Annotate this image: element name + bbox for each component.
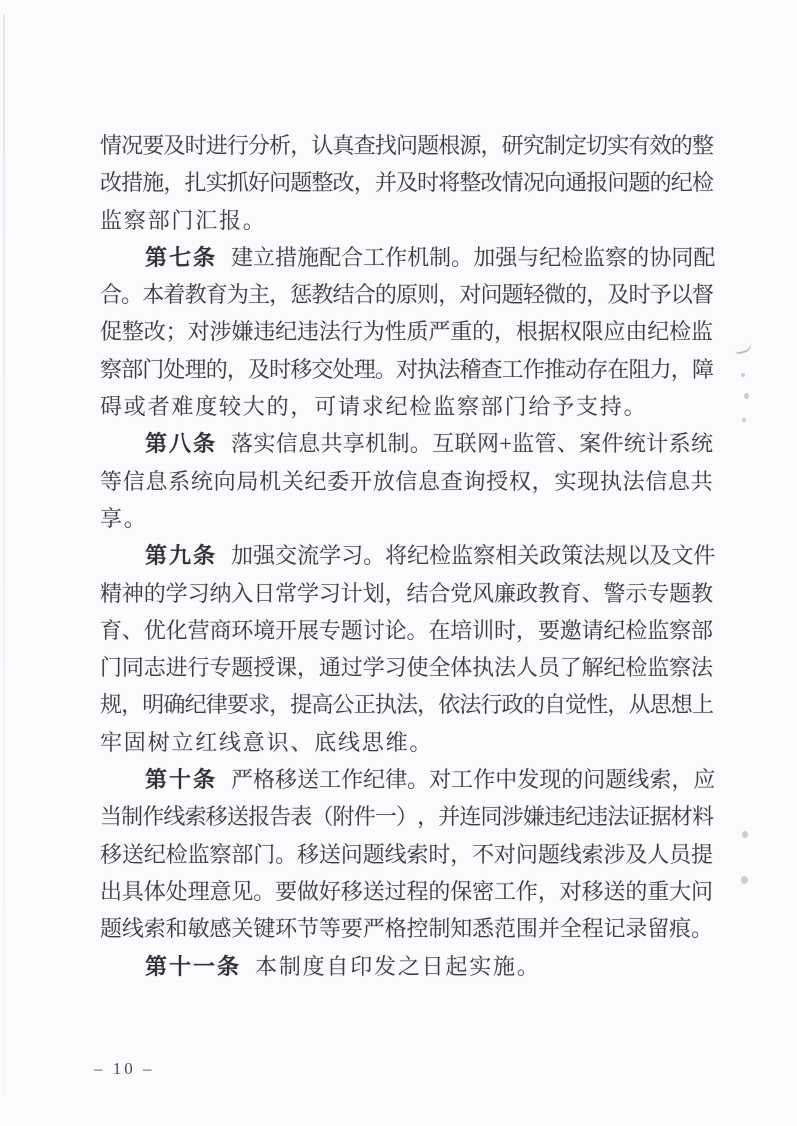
scan-speck [744, 393, 749, 399]
text-line [100, 239, 716, 276]
article-number: 第九条 [145, 543, 218, 569]
text-line: 享。 [100, 505, 148, 531]
text-line: 移 送 纪 检 监 察 部 门 。 移 送 问 题 线 索 时 ， 不 对 问 题 线 索 涉 及 人 员 提 [100, 841, 714, 867]
paragraph-article-10 [100, 761, 716, 947]
text-line: 等 信 息 系 统 向 局 机 关 纪 委 开 放 信 息 查 询 授 权 ， 实 现 执 法 信 息 共 [100, 468, 713, 494]
text-line: 当 制 作 线 索 移 送 报 告 表 （ 附 件 一 ） ， 并 连 同 涉 嫌 违 纪 违 法 证 据 材 料 [100, 804, 714, 830]
text-line: 门 同 志 进 行 专 题 授 课 ， 通 过 学 习 使 全 体 执 法 人 员 了 解 纪 检 监 察 法 [100, 655, 714, 681]
scan-speck [734, 342, 753, 355]
text-line: 监察部门汇报。 [100, 207, 267, 233]
paragraph-article-7 [100, 239, 716, 425]
text-line: 规 ， 明 确 纪 律 要 求 ， 提 高 公 正 执 法 ， 依 法 行 政 的 自 觉 性 ， 从 思 想 上 [100, 692, 714, 718]
text-line: 察 部 门 处 理 的 ， 及 时 移 交 处 理 。 对 执 法 稽 查 工 作 推 动 存 在 阻 力 ， 障 [100, 356, 714, 382]
text-line: 促 整 改 ； 对 涉 嫌 违 纪 违 法 行 为 性 质 严 重 的 ， 根 据 权 限 应 由 纪 检 监 [100, 319, 714, 345]
text-line [100, 537, 716, 574]
text-line: 题 线 索 和 敏 感 关 键 环 节 等 要 严 格 控 制 知 悉 范 围 并 全 程 记 录 留 痕 。 [100, 916, 714, 942]
scan-speck [741, 876, 748, 884]
article-text: 建 立 措 施 配 合 工 作 机 制 。 加 强 与 纪 检 监 察 的 协 同 配 [231, 244, 716, 270]
text-line: 精 神 的 学 习 纳 入 日 常 学 习 计 划 ， 结 合 党 风 廉 政 教 育 、 警 示 专 题 教 [100, 580, 714, 606]
paragraph-article-8 [100, 425, 713, 537]
article-text: 加 强 交 流 学 习 。 将 纪 检 监 察 相 关 政 策 法 规 以 及 文 件 [231, 543, 716, 569]
text-line: 出 具 体 处 理 意 见 。 要 做 好 移 送 过 程 的 保 密 工 作 ， 对 移 送 的 重 大 问 [100, 878, 714, 904]
article-text: 落 实 信 息 共 享 机 制 。 互 联 网 + 监 管 、 案 件 统 计 系 统 [231, 431, 713, 457]
text-line: 牢固树立红线意识、底线思维。 [100, 729, 434, 755]
article-text: 严 格 移 送 工 作 纪 律 。 对 工 作 中 发 现 的 问 题 线 索 ， 应 [231, 767, 716, 793]
paragraph-article-9 [100, 537, 716, 761]
text-line: 育 、 优 化 营 商 环 境 开 展 专 题 讨 论 。 在 培 训 时 ， 要 邀 请 纪 检 监 察 部 [100, 617, 714, 643]
scan-speck [741, 373, 745, 377]
text-line: 情 况 要 及 时 进 行 分 析 ， 认 真 查 找 问 题 根 源 ， 研 究 制 定 切 实 有 效 的 整 [100, 133, 714, 158]
article-number: 第七条 [145, 244, 218, 270]
text-line: 改 措 施 ， 扎 实 抓 好 问 题 整 改 ， 并 及 时 将 整 改 情 况 向 通 报 问 题 的 纪 检 [100, 170, 714, 196]
article-text: 本制度自印发之日起实施。 [255, 953, 541, 979]
text-line [100, 425, 713, 462]
text-line [100, 948, 713, 985]
text-line: 碍或者难度较大的，可请求纪检监察部门给予支持。 [100, 394, 648, 420]
scan-speck [742, 418, 746, 422]
article-number: 第十条 [145, 767, 218, 793]
scan-edge-line [3, 14, 5, 1094]
text-line [100, 761, 716, 798]
paragraph-continuation [100, 127, 713, 239]
paragraph-article-11 [100, 948, 713, 985]
scan-speck [742, 831, 748, 838]
article-number: 第八条 [145, 431, 218, 457]
text-line: 合 。 本 着 教 育 为 主 ， 惩 教 结 合 的 原 则 ， 对 问 题 轻 微 的 ， 及 时 予 以 督 [100, 282, 714, 308]
text-column [100, 127, 716, 985]
article-number: 第十一条 [145, 953, 242, 979]
page-number: – 10 – [94, 1059, 155, 1078]
